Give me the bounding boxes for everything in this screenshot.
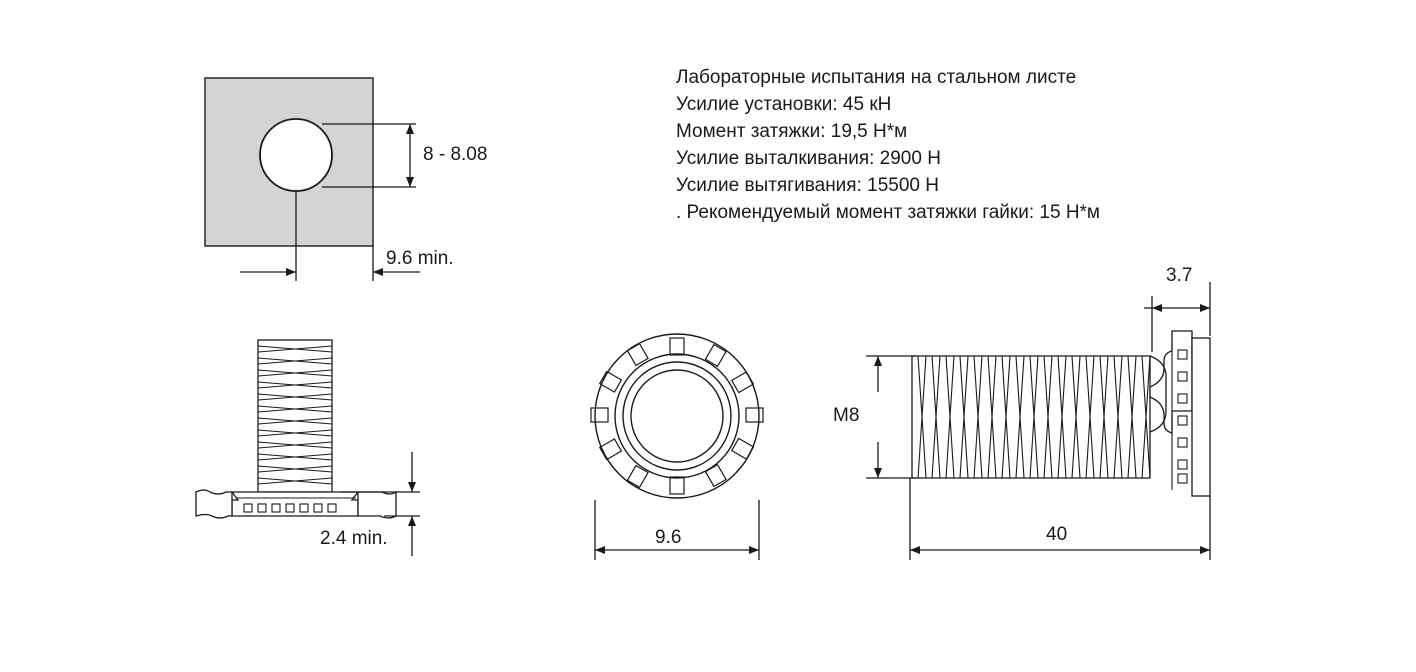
spec-line: Усилие вытягивания: 15500 Н (676, 175, 939, 196)
spec-line: . Рекомендуемый момент затяжки гайки: 15 Н*м (676, 202, 1100, 223)
thread-label: M8 (833, 405, 860, 426)
specification-notes (676, 64, 1100, 226)
flange-top-view (591, 334, 763, 498)
spec-line: Усилие выталкивания: 2900 Н (676, 148, 941, 169)
head-height-label: 3.7 (1166, 265, 1193, 286)
thread-dimension (866, 356, 916, 478)
plate-plan-view (205, 78, 373, 246)
spec-line: Момент затяжки: 19,5 Н*м (676, 121, 908, 142)
length-dimension (910, 478, 1210, 560)
edge-distance-label: 9.6 min. (386, 248, 454, 269)
stud-elevation-view (912, 331, 1210, 496)
sheet-clearance-label: 2.4 min. (320, 528, 388, 549)
hole-diameter-label: 8 - 8.08 (423, 144, 488, 165)
spec-line: Усилие установки: 45 кН (676, 94, 892, 115)
head-diameter-label: 9.6 (655, 527, 682, 548)
stud-side-view (196, 340, 396, 518)
spec-line: Лабораторные испытания на стальном листе (676, 67, 1077, 88)
length-label: 40 (1046, 524, 1068, 545)
